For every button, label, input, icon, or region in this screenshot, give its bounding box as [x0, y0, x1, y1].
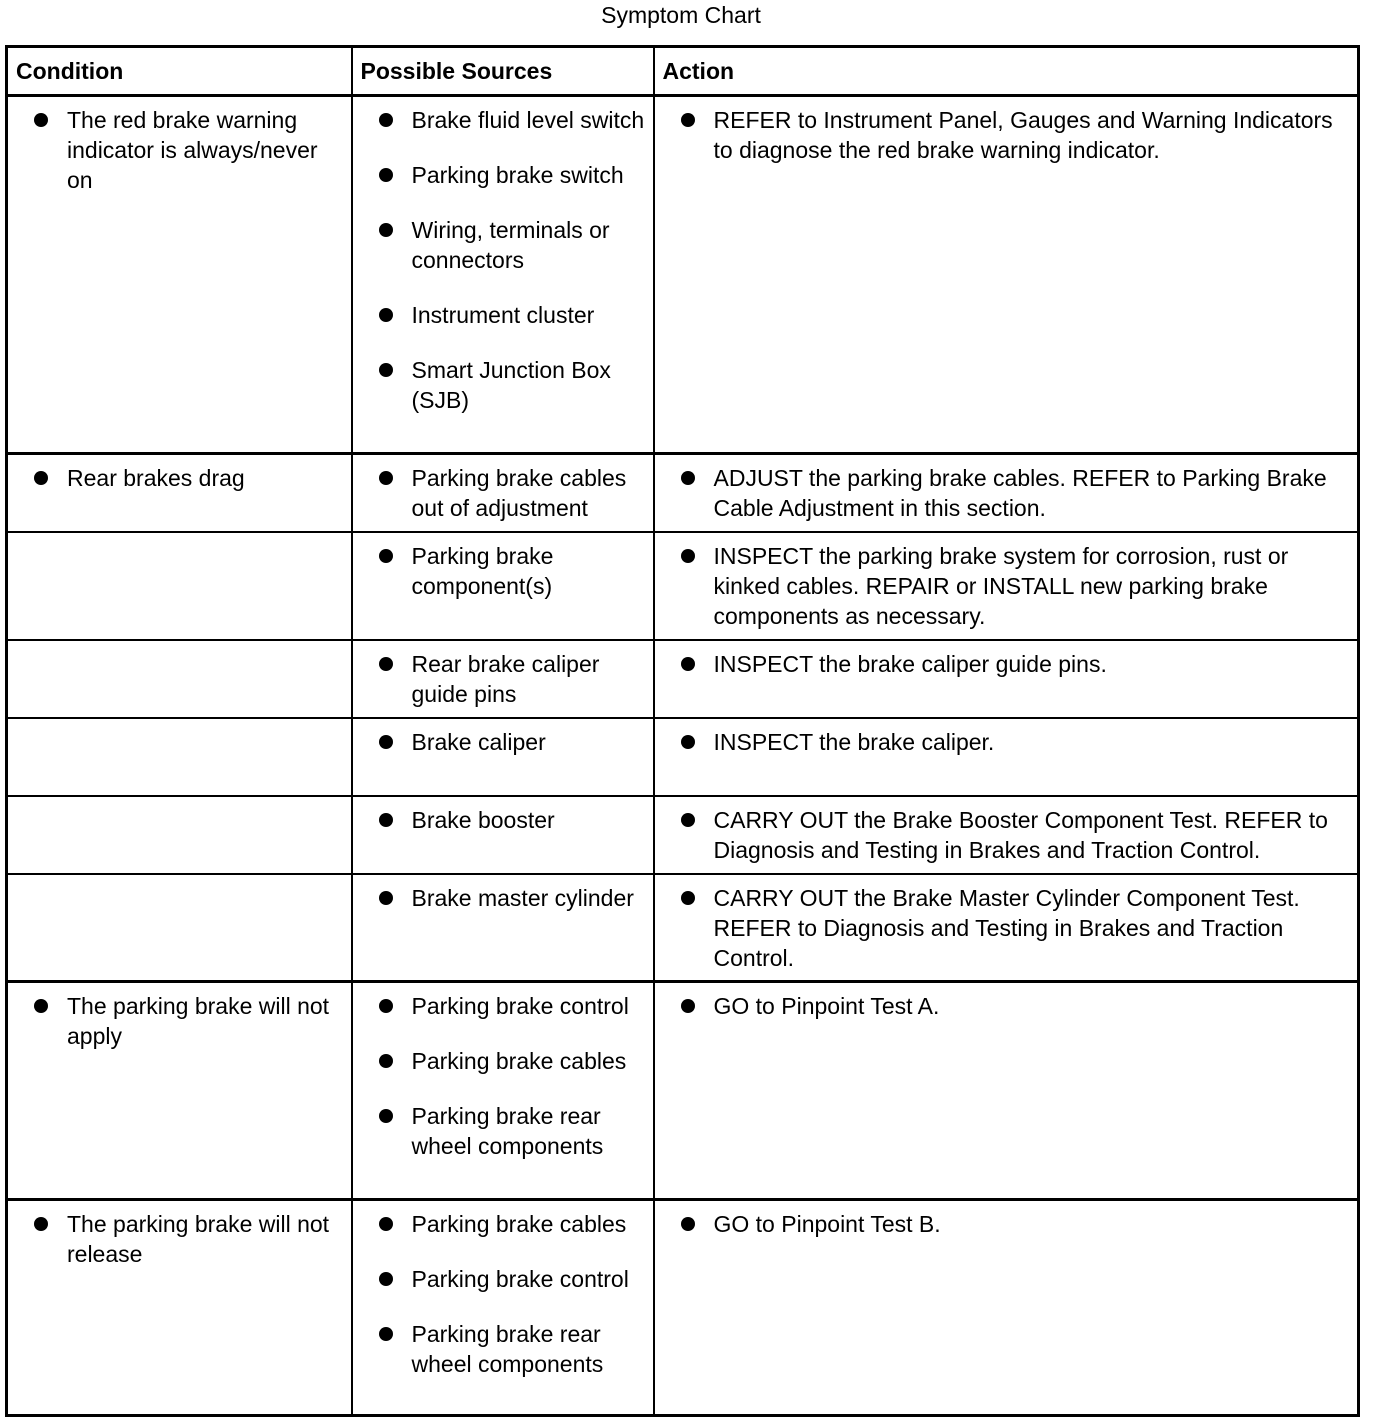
table-row — [7, 96, 1359, 454]
possible-sources-cell — [352, 718, 654, 796]
source-text: Parking brake component(s) — [411, 542, 554, 599]
source-list — [377, 463, 649, 523]
possible-sources-header: Possible Sources — [352, 47, 654, 96]
condition-cell — [7, 796, 352, 874]
action-list — [679, 541, 1354, 631]
bullet-icon — [379, 735, 393, 749]
symptom-table — [5, 45, 1360, 1417]
action-text: ADJUST the parking brake cables. REFER to Parking Brake Cable Adjustment in this section. — [713, 465, 1327, 521]
action-item — [679, 541, 1354, 631]
condition-cell — [7, 96, 352, 454]
action-text: INSPECT the parking brake system for corrosion, rust or kinked cables. REPAIR or INSTALL new parking brake components as necessary. — [713, 542, 1289, 629]
bullet-icon — [681, 549, 695, 563]
bullet-icon — [34, 1217, 48, 1231]
source-list — [377, 805, 649, 835]
action-item — [679, 991, 1354, 1021]
header-row — [7, 47, 1359, 96]
action-list — [679, 727, 1354, 757]
bullet-icon — [379, 999, 393, 1013]
possible-sources-cell — [352, 874, 654, 982]
bullet-icon — [379, 1054, 393, 1068]
source-item — [377, 727, 649, 757]
bullet-icon — [379, 813, 393, 827]
action-text: CARRY OUT the Brake Booster Component Test. REFER to Diagnosis and Testing in Brakes and Traction Control. — [713, 806, 1328, 863]
action-text: CARRY OUT the Brake Master Cylinder Component Test. REFER to Diagnosis and Testing in Brakes and Traction Control. — [713, 884, 1300, 971]
source-list — [377, 105, 649, 415]
source-text: Brake booster — [411, 806, 555, 833]
table-row — [7, 640, 1359, 718]
bullet-icon — [681, 813, 695, 827]
bullet-icon — [681, 113, 695, 127]
bullet-icon — [379, 113, 393, 127]
action-text: INSPECT the brake caliper guide pins. — [713, 650, 1107, 677]
bullet-icon — [379, 1217, 393, 1231]
condition-item — [32, 991, 347, 1051]
source-item — [377, 1319, 649, 1379]
source-list — [377, 727, 649, 757]
source-item — [377, 805, 649, 835]
condition-text: The red brake warning indicator is always/never on — [67, 107, 318, 193]
action-cell — [654, 718, 1359, 796]
bullet-icon — [379, 549, 393, 563]
condition-text: The parking brake will not release — [67, 1211, 330, 1267]
bullet-icon — [681, 735, 695, 749]
bullet-icon — [681, 891, 695, 905]
source-item — [377, 463, 649, 523]
bullet-icon — [681, 471, 695, 485]
source-list — [377, 883, 649, 913]
table-row — [7, 982, 1359, 1200]
source-list — [377, 649, 649, 709]
source-text: Rear brake caliper guide pins — [411, 650, 600, 707]
source-item — [377, 541, 649, 601]
action-list — [679, 649, 1354, 679]
source-item — [377, 1209, 649, 1239]
source-item — [377, 160, 649, 190]
table-row — [7, 454, 1359, 532]
action-header: Action — [654, 47, 1359, 96]
condition-item — [32, 463, 347, 493]
source-text: Smart Junction Box (SJB) — [411, 357, 611, 413]
bullet-icon — [681, 1217, 695, 1231]
source-text: Instrument cluster — [411, 302, 595, 328]
action-item — [679, 649, 1354, 679]
bullet-icon — [379, 1109, 393, 1123]
condition-text: Rear brakes drag — [67, 465, 245, 491]
bullet-icon — [379, 891, 393, 905]
action-text: GO to Pinpoint Test A. — [713, 993, 940, 1019]
action-item — [679, 105, 1354, 165]
table-row — [7, 1200, 1359, 1416]
condition-text: The parking brake will not apply — [67, 993, 330, 1049]
condition-cell — [7, 640, 352, 718]
source-item — [377, 649, 649, 709]
source-text: Brake caliper — [411, 728, 546, 755]
condition-list — [32, 1209, 347, 1269]
bullet-icon — [34, 471, 48, 485]
bullet-icon — [379, 168, 393, 182]
source-list — [377, 541, 649, 601]
condition-list — [32, 105, 347, 195]
action-text: GO to Pinpoint Test B. — [713, 1211, 941, 1237]
source-text: Parking brake control — [411, 993, 629, 1019]
source-text: Parking brake rear wheel components — [411, 1103, 604, 1159]
source-text: Brake master cylinder — [411, 884, 634, 911]
table-body — [7, 96, 1359, 1416]
condition-item — [32, 1209, 347, 1269]
source-item — [377, 105, 649, 135]
source-item — [377, 1046, 649, 1076]
action-list — [679, 805, 1354, 865]
source-text: Parking brake rear wheel components — [411, 1321, 604, 1377]
condition-item — [32, 105, 347, 195]
action-cell — [654, 454, 1359, 532]
source-list — [377, 991, 649, 1161]
action-text: INSPECT the brake caliper. — [713, 728, 995, 755]
action-list — [679, 105, 1354, 165]
action-item — [679, 1209, 1354, 1239]
condition-header: Condition — [7, 47, 352, 96]
action-item — [679, 883, 1354, 973]
action-item — [679, 463, 1354, 523]
bullet-icon — [34, 113, 48, 127]
bullet-icon — [379, 363, 393, 377]
condition-cell — [7, 532, 352, 640]
condition-cell — [7, 718, 352, 796]
possible-sources-cell — [352, 982, 654, 1200]
source-text: Parking brake cables — [411, 1048, 627, 1074]
possible-sources-cell — [352, 640, 654, 718]
action-list — [679, 463, 1354, 523]
possible-sources-cell — [352, 532, 654, 640]
action-cell — [654, 640, 1359, 718]
bullet-icon — [379, 308, 393, 322]
condition-cell — [7, 1200, 352, 1416]
source-item — [377, 1101, 649, 1161]
possible-sources-cell — [352, 96, 654, 454]
condition-cell — [7, 874, 352, 982]
table-row — [7, 532, 1359, 640]
possible-sources-cell — [352, 796, 654, 874]
table-row — [7, 796, 1359, 874]
source-text: Parking brake switch — [411, 162, 624, 188]
action-cell — [654, 532, 1359, 640]
source-text: Brake fluid level switch — [411, 107, 645, 133]
bullet-icon — [681, 999, 695, 1013]
condition-cell — [7, 982, 352, 1200]
action-list — [679, 883, 1354, 973]
action-cell — [654, 1200, 1359, 1416]
condition-list — [32, 463, 347, 493]
bullet-icon — [34, 999, 48, 1013]
action-cell — [654, 96, 1359, 454]
source-item — [377, 215, 649, 275]
bullet-icon — [379, 1272, 393, 1286]
action-cell — [654, 796, 1359, 874]
source-item — [377, 883, 649, 913]
action-cell — [654, 982, 1359, 1200]
action-list — [679, 991, 1354, 1021]
table-row — [7, 718, 1359, 796]
source-item — [377, 1264, 649, 1294]
bullet-icon — [379, 223, 393, 237]
source-text: Parking brake control — [411, 1266, 629, 1292]
bullet-icon — [681, 657, 695, 671]
possible-sources-cell — [352, 454, 654, 532]
action-item — [679, 805, 1354, 865]
possible-sources-cell — [352, 1200, 654, 1416]
condition-list — [32, 991, 347, 1051]
bullet-icon — [379, 471, 393, 485]
bullet-icon — [379, 1327, 393, 1341]
action-list — [679, 1209, 1354, 1239]
source-text: Wiring, terminals or connectors — [411, 217, 610, 273]
action-cell — [654, 874, 1359, 982]
condition-cell — [7, 454, 352, 532]
chart-title: Symptom Chart — [601, 2, 761, 28]
source-item — [377, 991, 649, 1021]
source-text: Parking brake cables out of adjustment — [411, 465, 627, 521]
table-row — [7, 874, 1359, 982]
source-text: Parking brake cables — [411, 1211, 627, 1237]
action-item — [679, 727, 1354, 757]
source-list — [377, 1209, 649, 1379]
bullet-icon — [379, 657, 393, 671]
source-item — [377, 355, 649, 415]
source-item — [377, 300, 649, 330]
action-text: REFER to Instrument Panel, Gauges and Warning Indicators to diagnose the red brake warning indicator. — [713, 107, 1333, 163]
